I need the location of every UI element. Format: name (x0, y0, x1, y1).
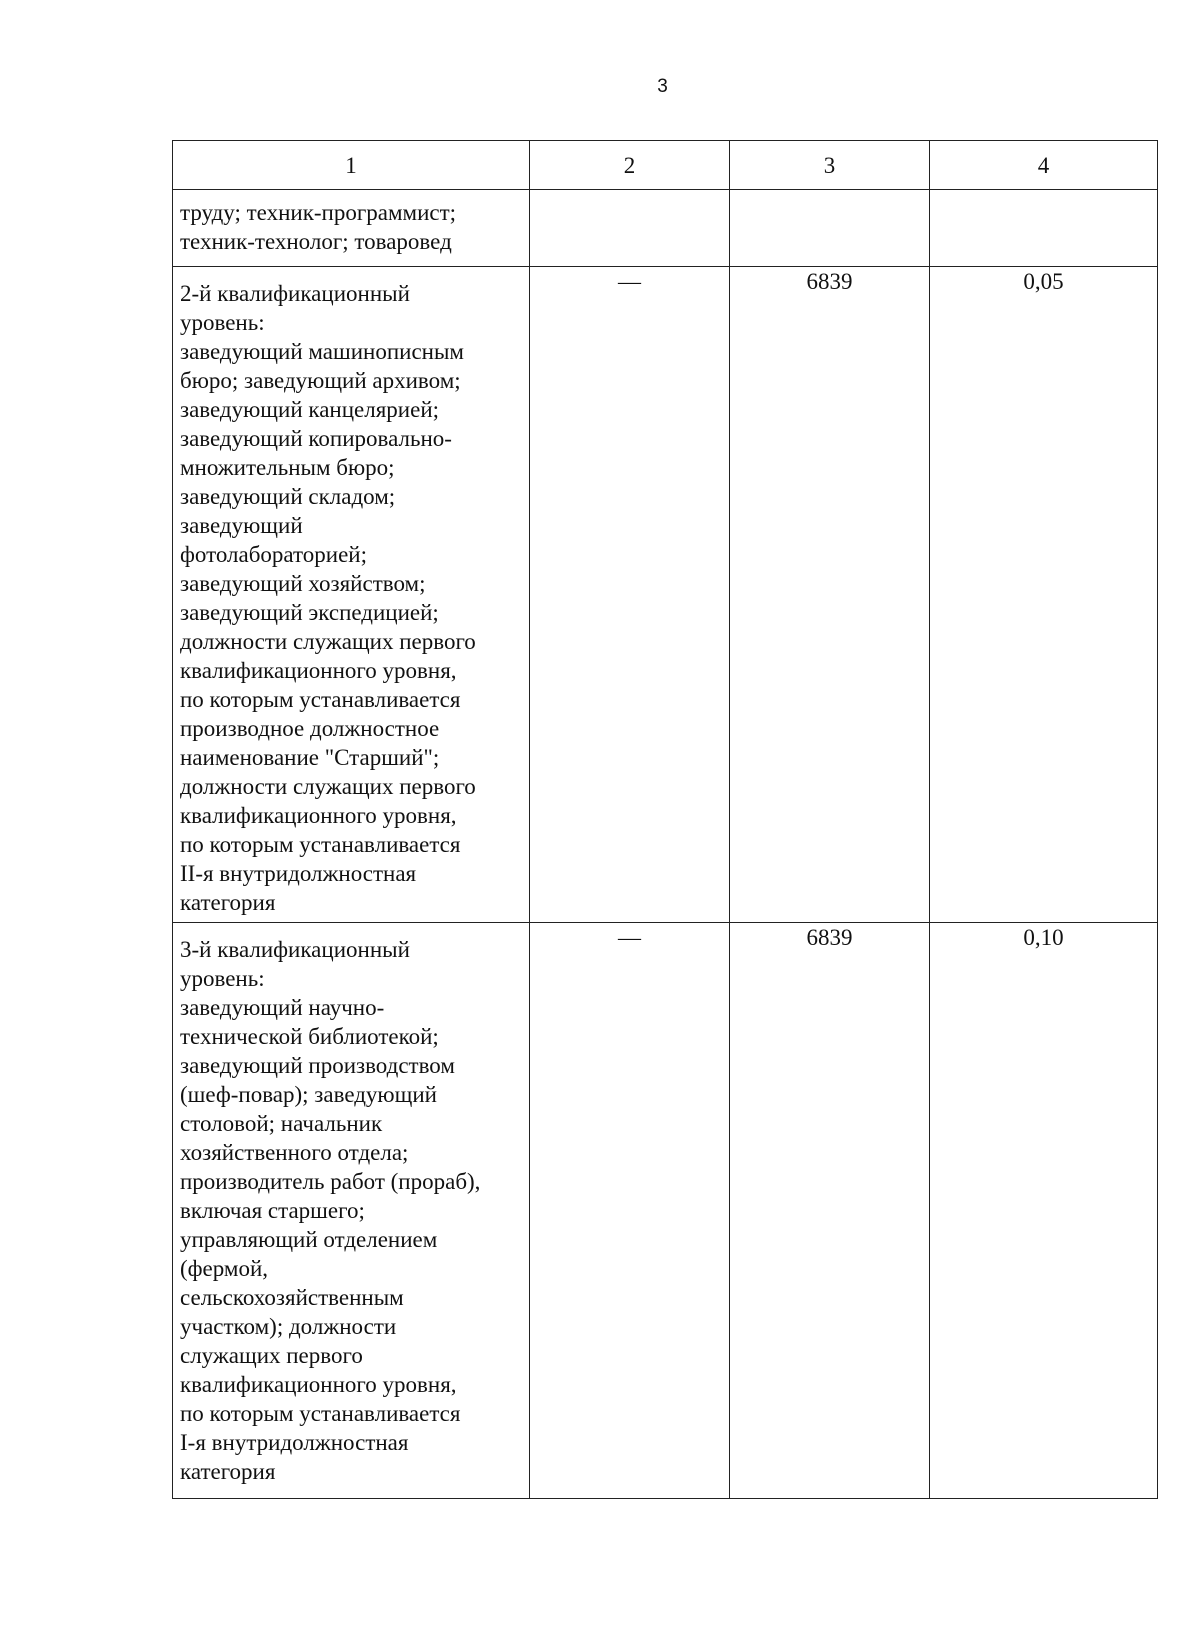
qualification-table (172, 140, 1158, 1499)
salary-cell (730, 190, 930, 267)
page-number: 3 (657, 76, 668, 97)
column-header-2: 2 (530, 141, 730, 190)
table-row (173, 190, 1158, 267)
salary-cell: 6839 (730, 923, 930, 1499)
table-row (173, 267, 1158, 923)
position-list-text: труду; техник-программист; техник-технолог; товаровед (180, 200, 457, 254)
column-2-cell: — (530, 923, 730, 1499)
position-list-text: 3-й квалификационный уровень: заведующий научно- технической библиотекой; заведующий производством (шеф-повар); заведующий столовой; начальник хозяйственного отдела; производитель работ (прораб), включая старшего; управляющий отделением (фермой, сельскохозяйственным участком); должности служащих первого квалификационного уровня, по которым устанавливается I-я внутридолжностная категория (180, 937, 481, 1484)
table-row (173, 923, 1158, 1499)
coefficient-cell: 0,10 (930, 923, 1158, 1499)
coefficient-cell (930, 190, 1158, 267)
position-list-cell (173, 190, 530, 267)
position-list-cell (173, 267, 530, 923)
column-2-cell: — (530, 267, 730, 923)
position-list-text: 2-й квалификационный уровень: заведующий машинописным бюро; заведующий архивом; заведующий канцелярией; заведующий копировально- множительным бюро; заведующий складом; заведующий фотолабораторией; заведующий хозяйством; заведующий экспедицией; должности служащих первого квалификационного уровня, по которым устанавливается производное должностное наименование "Старший"; должности служащих первого квалификационного уровня, по которым устанавливается II-я внутридолжностная категория (180, 281, 476, 915)
column-2-cell (530, 190, 730, 267)
position-list-cell (173, 923, 530, 1499)
column-header-1: 1 (173, 141, 530, 190)
column-header-3: 3 (730, 141, 930, 190)
coefficient-cell: 0,05 (930, 267, 1158, 923)
salary-cell: 6839 (730, 267, 930, 923)
table-header-row (173, 141, 1158, 190)
column-header-4: 4 (930, 141, 1158, 190)
